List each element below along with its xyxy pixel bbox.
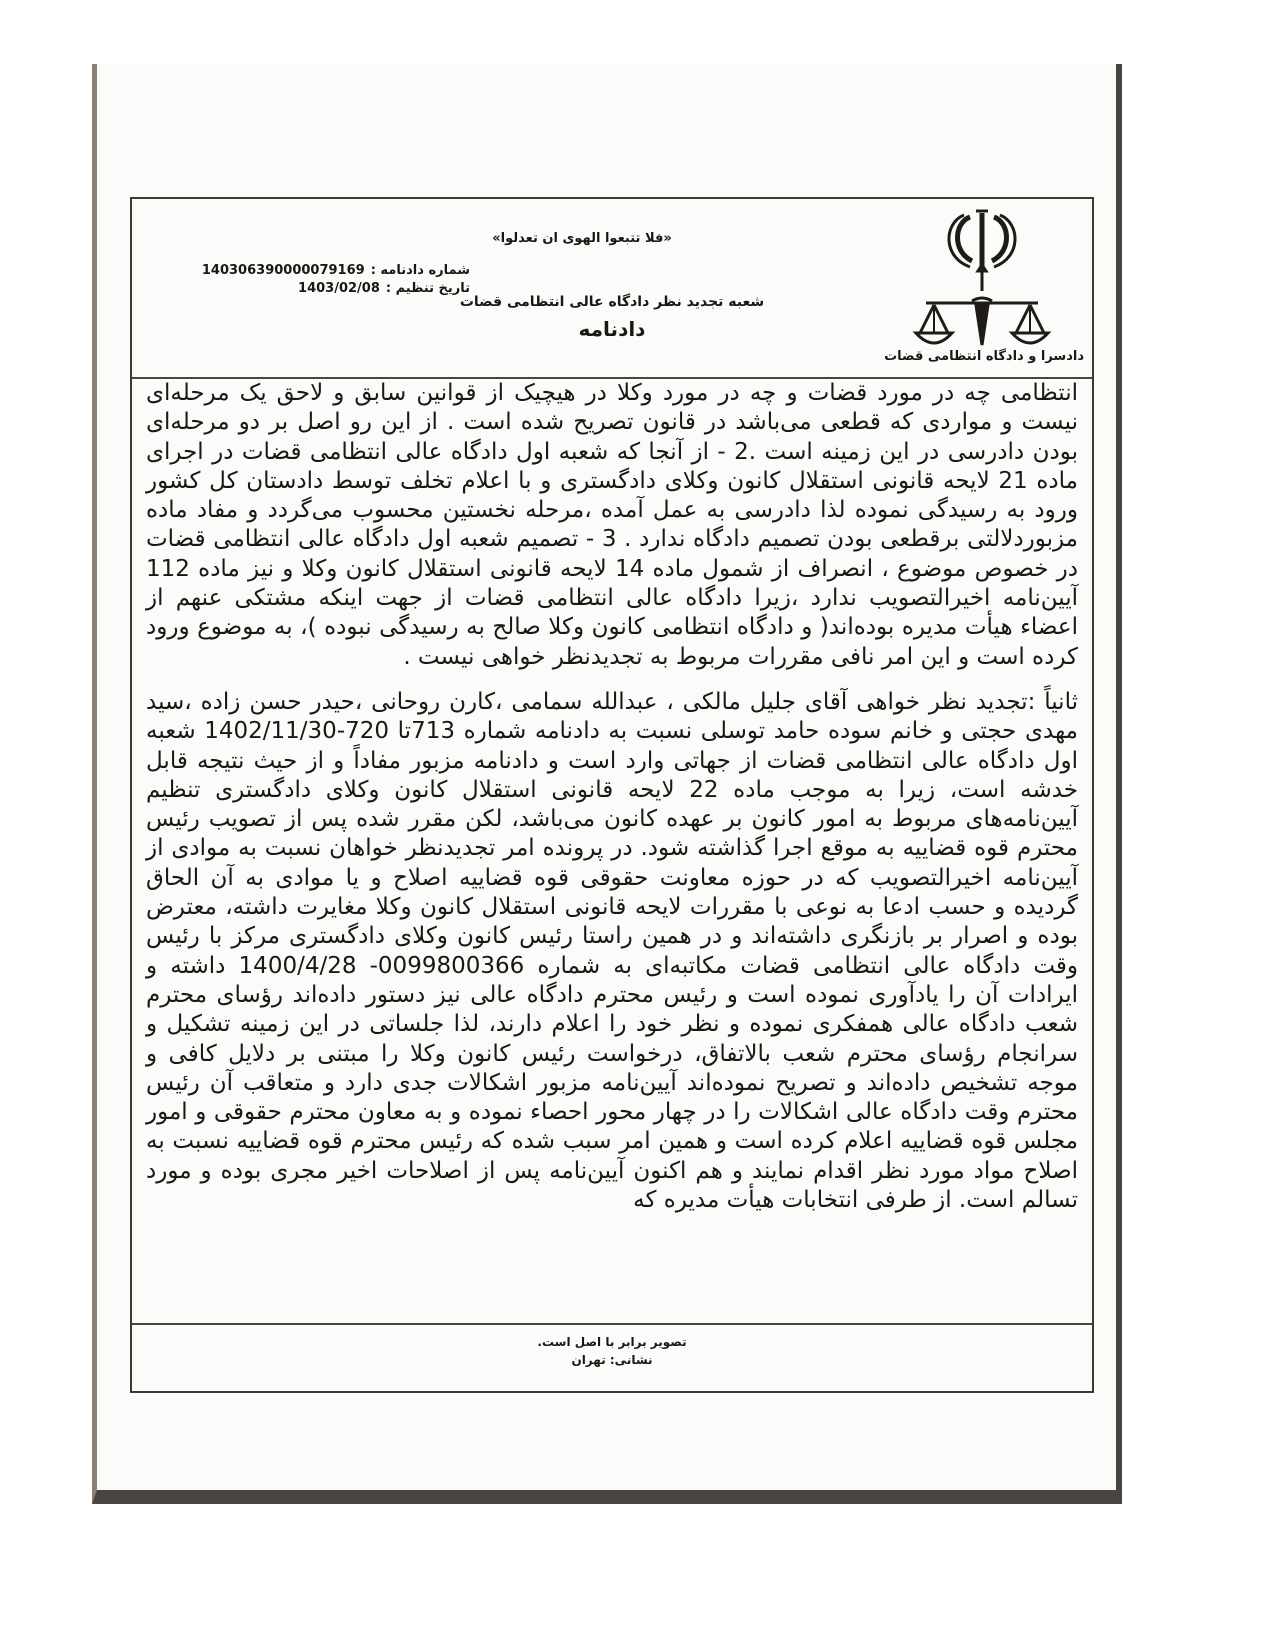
verdict-number: 140306390000079169 [201, 263, 365, 278]
document-frame [130, 197, 1094, 1393]
scales-of-justice-icon [912, 205, 1052, 350]
date-row [210, 281, 470, 299]
emblem-caption: دادسرا و دادگاه انتظامی قضات [884, 349, 1084, 364]
document-body [146, 379, 1078, 1215]
date-label: تاریخ تنظیم : [385, 281, 470, 296]
document-header [132, 199, 1092, 379]
judiciary-emblem-icon [912, 205, 1052, 350]
body-paragraph: انتظامی چه در مورد قضات و چه در مورد وکلا در هیچیک از قوانین سابق و لاحق یک مرحله‌ای نیست و مواردی که قطعی می‌باشد در قانون تصریح شده است . از این رو اصل بر دو مرحله‌ای بودن دادرسی در این زمینه است .2 - از آنجا که شعبه اول دادگاه عالی انتظامی قضات در اجرای ماده 21 لایحه قانونی استقلال کانون وکلای دادگستری و با اعلام تخلف توسط دادستان کل کشور ورود به رسیدگی نموده لذا دادرسی به عمل آمده ،مرحله نخستین محسوب می‌گردد و مفاد ماده مزبوردلالتی برقطعی بودن تصمیم دادگاه ندارد . 3 - تصمیم شعبه اول دادگاه عالی انتظامی قضات در خصوص موضوع ، انصراف از شمول ماده 14 لایحه قانونی استقلال کانون وکلا و نیز ماده 112 آیین‌نامه اخیرالتصویب ندارد ،زیرا دادگاه عالی انتظامی قضات از جهت اینکه مشتکی عنهم از اعضاء هیأت مدیره بوده‌اند( و دادگاه انتظامی کانون وکلا صالح به رسیدگی نبوده )، به موضوع ورود کرده است و این امر نافی مقررات مربوط به تجدیدنظر خواهی نیست . [146, 380, 1079, 670]
quranic-verse: «فلا تتبعوا الهوی ان تعدلوا» [492, 231, 672, 246]
issue-date: 1403/02/08 [298, 281, 380, 296]
certification-text: تصویر برابر با اصل است. [537, 1335, 687, 1349]
body-paragraph: ثانیاً :تجدید نظر خواهی آقای جلیل مالکی ، عبدالله سمامی ،کارن روحانی ،حیدر حسن زاده ،سید مهدی حجتی و خانم سوده حامد توسلی نسبت به دادنامه شماره 713تا 720-1402/11/30 شعبه اول دادگاه عالی انتظامی قضات از جهاتی وارد است و دادنامه مزبور مفاداً و از حیث نتیجه قابل خدشه است، زیرا به موجب ماده 22 لایحه قانونی استقلال کانون وکلای دادگستری تنظیم آیین‌نامه‌های مربوط به امور کانون بر عهده کانون می‌باشد، لکن مقرر شده پس از تصویب رئیس محترم قوه قضاییه به موقع اجرا گذاشته شود. در پرونده امر تجدیدنظر خواهان نسبت به موادی از آیین‌نامه اخیرالتصویب که در حوزه معاونت حقوقی قوه قضاییه اصلاح و یا موادی به آن الحاق گردیده و حسب ادعا به نوعی با مقررات لایحه قانونی استقلال کانون وکلا مغایرت داشته، معترض بوده و اصرار بر بازنگری داشته‌اند و در همین راستا رئیس کانون وکلای دادگستری مرکز با رئیس وقت دادگاه عالی انتظامی قضات مکاتبه‌ای به شماره 0099800366- 1400/4/28 داشته و ایرادات آن را یادآوری نموده است و رئیس محترم دادگاه عالی نیز دستور داده‌اند رؤسای محترم شعب دادگاه عالی همفکری نموده و نظر خود را اعلام دارند، لذا جلساتی در این زمینه تشکیل و سرانجام رؤسای محترم شعب بالاتفاق، درخواست رئیس کانون وکلا را مبتنی بر دلایل کافی و موجه تشخیص داده‌اند و تصریح نموده‌اند آیین‌نامه مزبور اشکالات جدی دارد و متعاقب آن رئیس محترم وقت دادگاه عالی اشکالات را در چهار محور احصاء نموده و به معاون محترم حقوقی و امور مجلس قوه قضاییه اعلام کرده است و همین امر سبب شده که رئیس محترم قوه قضاییه نسبت به اصلاح مواد مورد نظر اقدام نمایند و هم اکنون آیین‌نامه پس از اصلاحات اخیر مجری بوده و مورد تسالم است. از طرفی انتخابات هیأت مدیره که [146, 688, 1079, 1214]
document-title: دادنامه [578, 317, 646, 341]
address-text: نشانی: تهران [571, 1353, 653, 1367]
verdict-number-label: شماره دادنامه : [370, 263, 470, 278]
verdict-number-row [201, 263, 470, 281]
court-name: شعبه تجدید نظر دادگاه عالی انتظامی قضات [459, 294, 765, 310]
document-footer [132, 1323, 1092, 1391]
document-meta [201, 263, 470, 299]
